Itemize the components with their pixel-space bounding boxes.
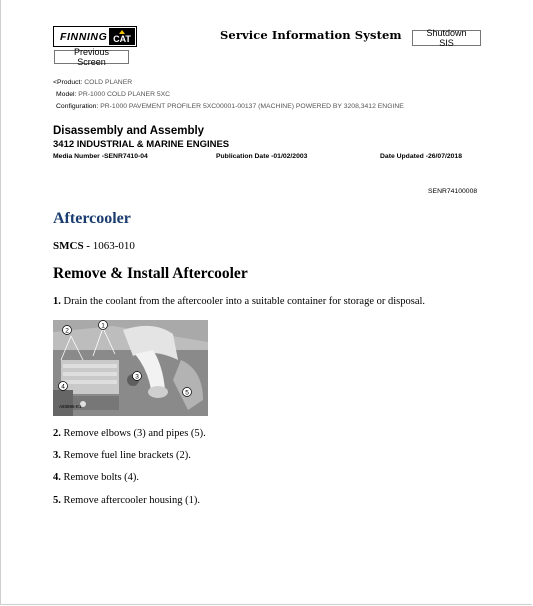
step-4: 4. Remove bolts (4). [53, 472, 140, 483]
cat-logo-mark: CAT [109, 28, 135, 45]
shutdown-sis-button[interactable]: Shutdown SIS [412, 30, 481, 46]
media-number: Media Number -SENR7410-04 [53, 153, 148, 160]
step-1: 1. Drain the coolant from the aftercooler into a suitable container for storage or disposal. [53, 296, 426, 307]
callout-5-label: 5 [185, 389, 189, 397]
previous-screen-button[interactable]: Previous Screen [54, 50, 129, 64]
finning-cat-logo [53, 26, 137, 47]
figure-code: A93696-E1 [59, 404, 82, 409]
product-line: <Product: COLD PLANER [53, 79, 133, 86]
step-3: 3. Remove fuel line brackets (2). [53, 450, 191, 461]
section-title: Disassembly and Assembly [53, 125, 205, 137]
topic-title: Aftercooler [53, 210, 131, 227]
model-line: Model: PR-1000 COLD PLANER 5XC [56, 91, 171, 98]
aftercooler-illustration [53, 320, 208, 416]
logo-text: FINNING [60, 30, 108, 43]
procedure-title: Remove & Install Aftercooler [53, 265, 248, 282]
smcs-code: SMCS - 1063-010 [53, 240, 135, 252]
step-2: 2. Remove elbows (3) and pipes (5). [53, 428, 206, 439]
configuration-line: Configuration: PR-1000 PAVEMENT PROFILER 5XC00001-00137 (MACHINE) POWERED BY 3208,3412 ENGINE [56, 103, 404, 110]
callout-4-label: 4 [61, 383, 65, 391]
app-title: Service Information System [220, 28, 402, 42]
callout-2-label: 2 [65, 327, 69, 335]
publication-date: Publication Date -01/02/2003 [216, 153, 308, 160]
step-5: 5. Remove aftercooler housing (1). [53, 495, 200, 506]
callout-1-label: 1 [101, 322, 105, 330]
document-id: SENR74100008 [428, 188, 478, 195]
callout-3-label: 3 [135, 373, 139, 381]
date-updated: Date Updated -26/07/2018 [380, 153, 462, 160]
subsection-title: 3412 INDUSTRIAL & MARINE ENGINES [53, 139, 230, 150]
